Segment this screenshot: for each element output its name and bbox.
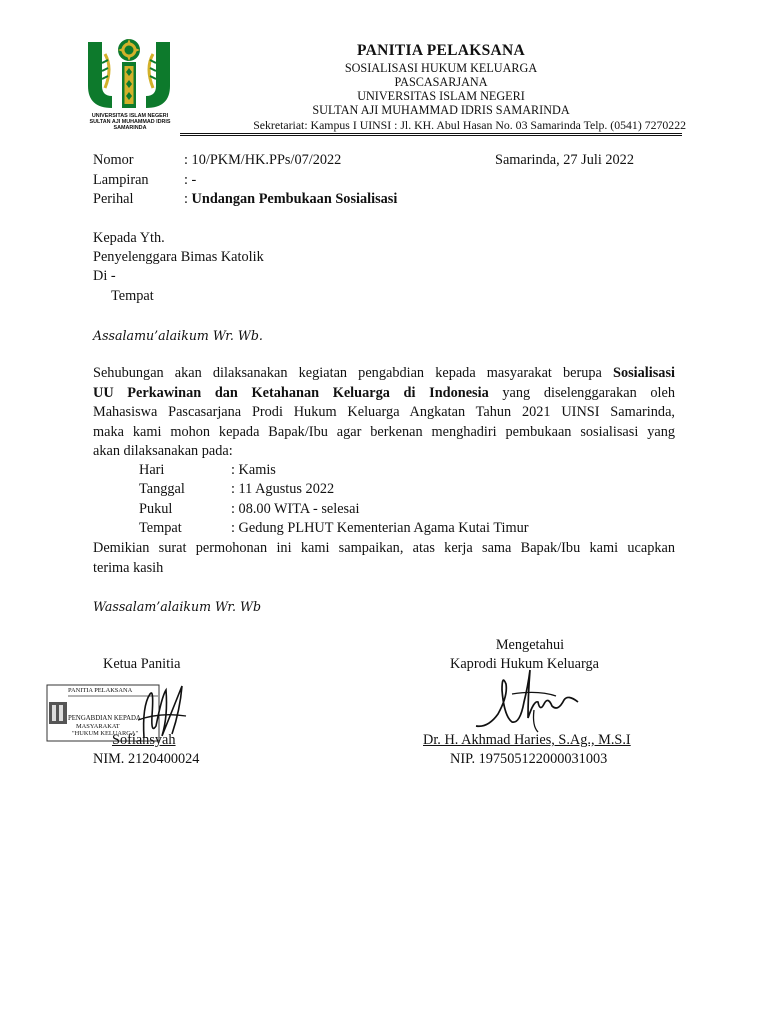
closing-line-1: Demikian surat permohonan ini kami sampaikan, atas kerja sama Bapak/Ibu kami ucapkan [93,540,675,556]
stamp-line-2: PENGABDIAN KEPADA [68,715,141,722]
paragraph-line-4: maka kami mohon kepada Bapak/Ibu agar berkenan menghadiri pembukaan sosialisasi yang [93,423,675,440]
recipient-line-1: Kepada Yth. [93,230,165,246]
paragraph-line-1 [93,364,675,384]
university-logo-icon [86,36,172,116]
detail-value-tempat: : Gedung PLHUT Kementerian Agama Kutai Timur [231,520,529,536]
paragraph-emphasis: Sosialisasi [613,365,675,381]
left-signer-title: Ketua Panitia [103,656,181,672]
nomor-label: Nomor [93,152,134,168]
letterhead-rule-thin [180,135,682,136]
logo-subtitle-line2: SULTAN AJI MUHAMMAD IDRIS [89,119,171,125]
right-signer-name: Dr. H. Akhmad Haries, S.Ag., M.S.I [423,732,631,748]
detail-label-hari: Hari [139,462,165,478]
letterhead-rule [180,133,682,134]
right-pre-title: Mengetahui [495,637,565,653]
recipient-line-2: Penyelenggara Bimas Katolik [93,249,264,265]
paragraph-text: yang diselenggarakan oleh [488,384,675,401]
paragraph-line-5: akan dilaksanakan pada: [93,443,233,460]
recipient-line-3: Di - [93,268,116,284]
left-signer-id: NIM. 2120400024 [93,751,200,767]
letterhead-address: Sekretariat: Kampus I UINSI : Jl. KH. Abul Hasan No. 03 Samarinda Telp. (0541) 7270222 [253,118,686,132]
lampiran-label: Lampiran [93,172,149,188]
farewell: Wassalam’alaikum Wr. Wb [93,599,262,614]
paragraph-emphasis: UU Perkawinan dan Ketahanan Keluarga di Indonesia [93,384,489,401]
letterhead-line-3: UNIVERSITAS ISLAM NEGERI [357,89,525,103]
closing-line-2: terima kasih [93,559,164,576]
letterhead-org: PANITIA PELAKSANA [356,42,526,59]
perihal-colon: : [184,191,192,207]
letterhead-line-2: PASCASARJANA [394,75,488,89]
detail-label-tempat: Tempat [139,520,182,536]
paragraph-text: Sehubungan akan dilaksanakan kegiatan pengabdian kepada masyarakat berupa [93,365,614,381]
right-signer-id: NIP. 197505122000031003 [450,751,608,767]
paragraph-line-2 [93,384,675,404]
recipient-line-4: Tempat [111,288,154,304]
detail-value-hari: : Kamis [231,462,276,478]
letterhead-line-4: SULTAN AJI MUHAMMAD IDRIS SAMARINDA [312,103,570,117]
perihal-value [184,190,397,210]
stamp-line-1: PANITIA PELAKSANA [68,687,133,694]
paragraph-line-3: Mahasiswa Pascasarjana Prodi Hukum Keluarga Angkatan Tahun 2021 UINSI Samarinda, [93,404,675,421]
perihal-label: Perihal [93,191,134,207]
letterhead-line-1: SOSIALISASI HUKUM KELUARGA [344,61,538,75]
logo-subtitle-line3: SAMARINDA [113,125,147,131]
body-paragraph [93,364,675,462]
right-signer-title: Kaprodi Hukum Keluarga [450,656,600,672]
stamp-line-3: MASYARAKAT [76,723,120,730]
place-date: Samarinda, 27 Juli 2022 [495,152,634,168]
perihal-subject: Undangan Pembukaan Sosialisasi [191,191,398,207]
detail-label-tanggal: Tanggal [139,481,185,497]
logo-subtitle-line1: UNIVERSITAS ISLAM NEGERI [91,113,169,119]
left-signer-name: Sofiansyah [112,732,176,748]
detail-value-tanggal: : 11 Agustus 2022 [231,481,335,497]
closing-paragraph [93,539,675,578]
lampiran-value: : - [184,172,197,188]
nomor-value: : 10/PKM/HK.PPs/07/2022 [184,152,342,168]
stamp-line-4: "HUKUM KELUARGA" [72,730,139,737]
detail-label-pukul: Pukul [139,501,173,517]
greeting: Assalamu’alaikum Wr. Wb. [93,328,263,343]
detail-value-pukul: : 08.00 WITA - selesai [231,501,360,517]
